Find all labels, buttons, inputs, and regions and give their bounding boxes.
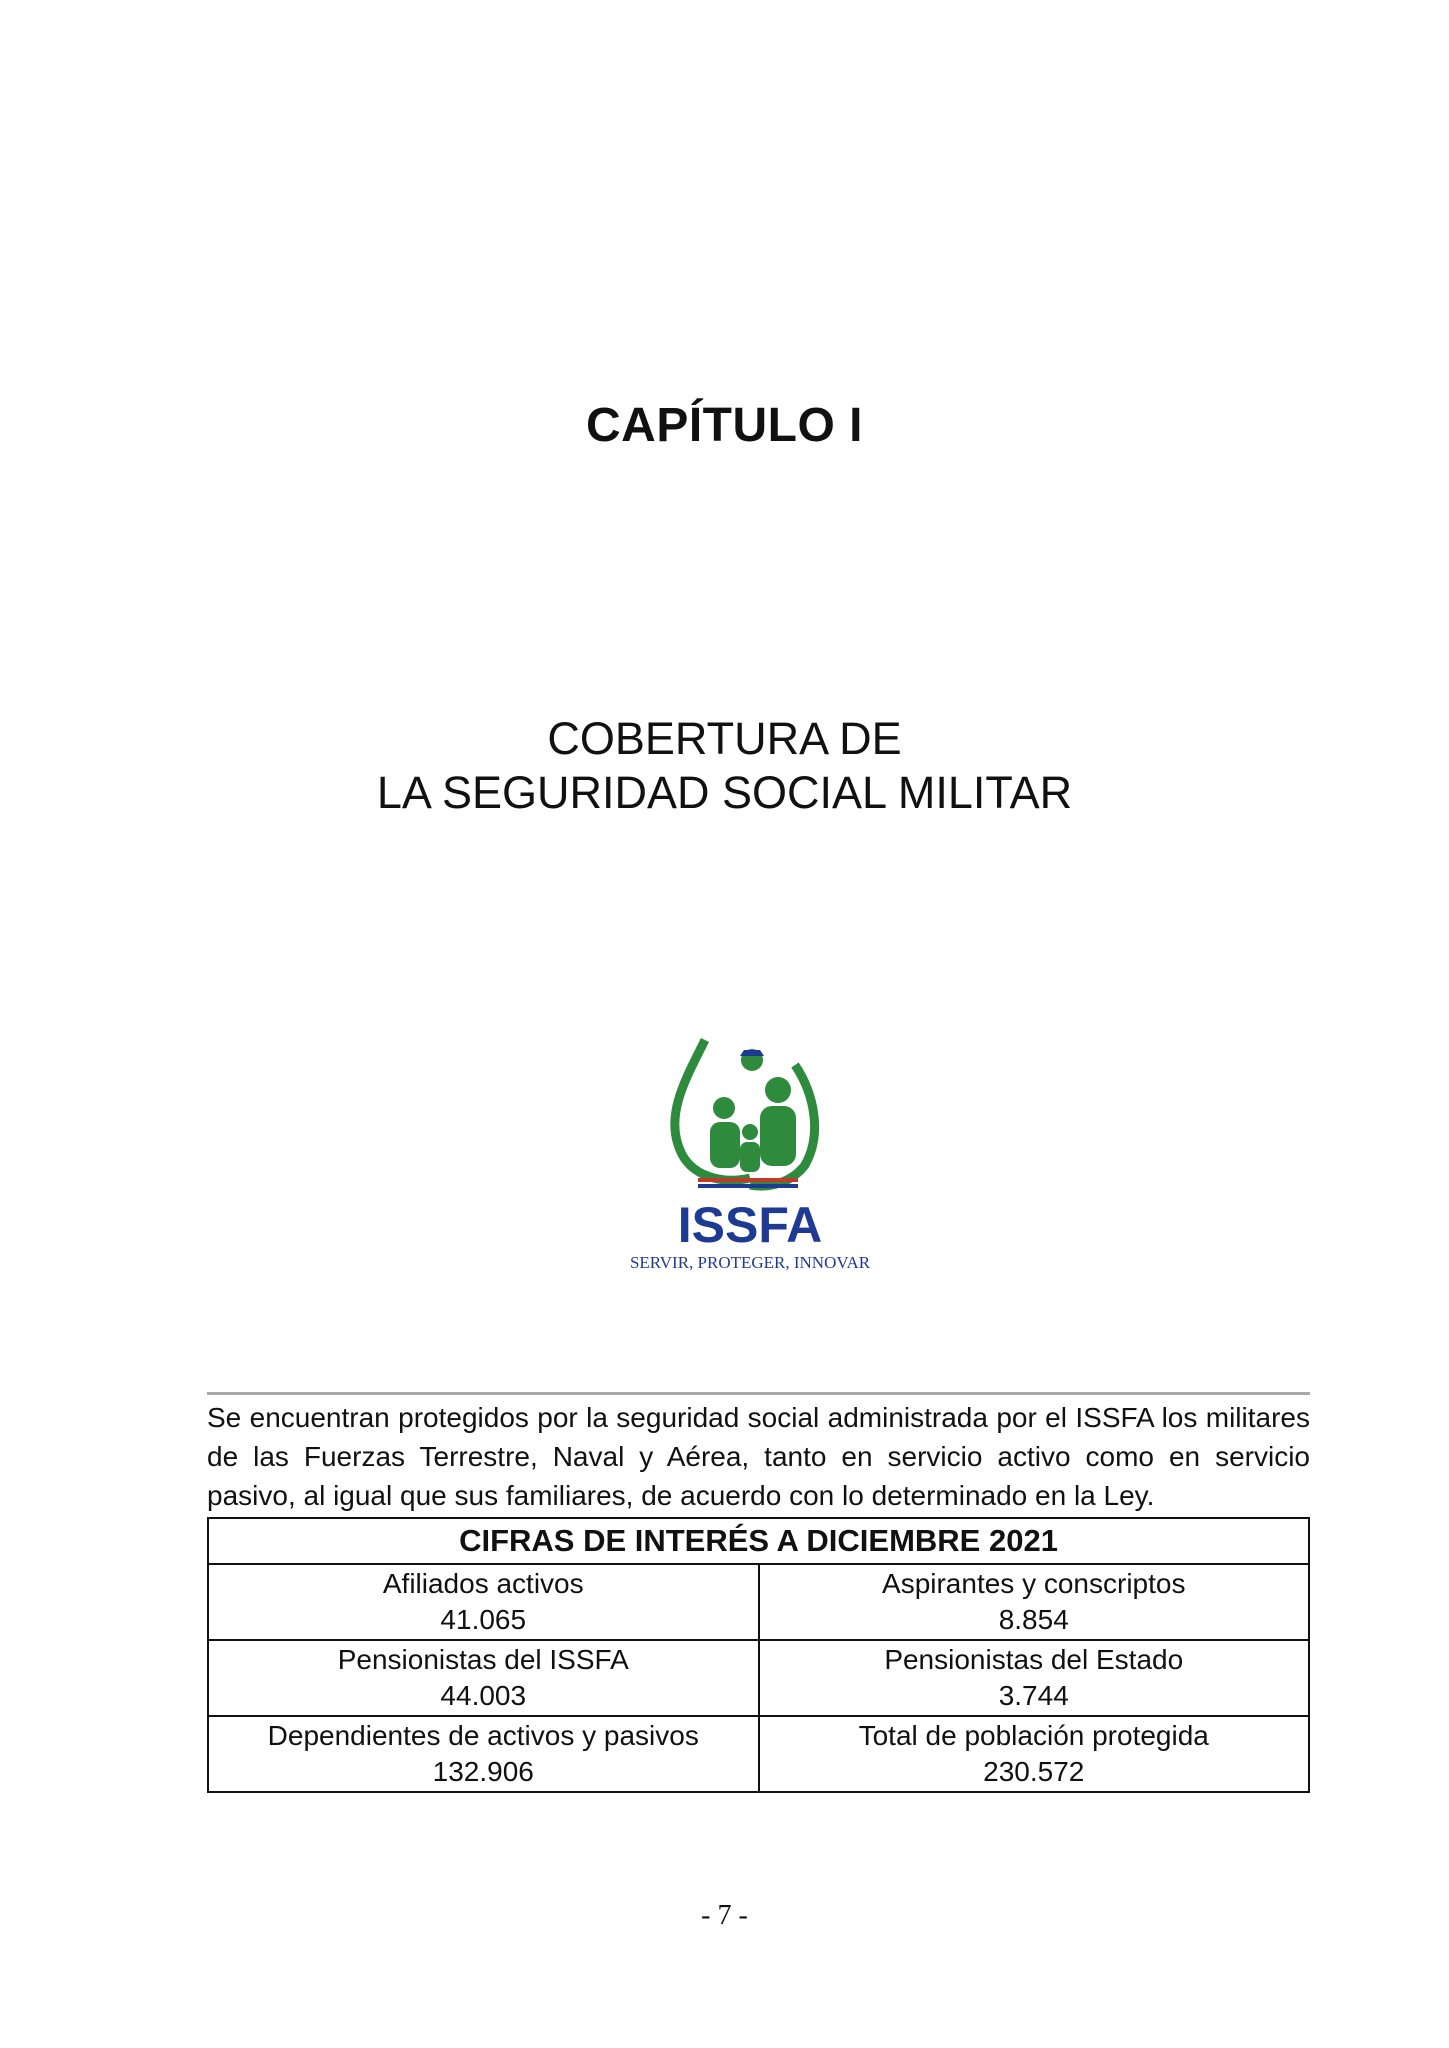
- intro-paragraph: Se encuentran protegidos por la seguridad social administrada por el ISSFA los militares de las Fuerzas Terrestre, Naval y Aérea, tanto en servicio activo como en servicio pasivo, al igual que sus familiares, de acuerdo con lo determinado en la Ley.: [207, 1402, 1310, 1511]
- cell-label: Aspirantes y conscriptos: [882, 1568, 1186, 1599]
- section-divider: [207, 1392, 1310, 1395]
- cell-label: Afiliados activos: [382, 1568, 584, 1599]
- logo-figure-body-4: [740, 1142, 760, 1172]
- table-row: [208, 1640, 1309, 1716]
- cell-value: 8.854: [998, 1604, 1069, 1635]
- chapter-subtitle: [0, 712, 1449, 820]
- logo-cap: [740, 1050, 764, 1056]
- table-cell: [208, 1564, 759, 1640]
- cell-value: 44.003: [440, 1680, 527, 1711]
- table-cell: [759, 1716, 1310, 1792]
- logo-tagline: SERVIR, PROTEGER, INNOVAR: [629, 1253, 871, 1272]
- issfa-logo: [590, 1020, 920, 1275]
- cell-label: Pensionistas del Estado: [884, 1644, 1184, 1675]
- issfa-logo-graphic: [590, 1020, 920, 1275]
- table-title-row: [208, 1518, 1309, 1564]
- cifras-table: [207, 1517, 1310, 1793]
- cell-value: 3.744: [998, 1680, 1069, 1711]
- table-title: CIFRAS DE INTERÉS A DICIEMBRE 2021: [208, 1518, 1309, 1564]
- logo-figure-head-2: [765, 1077, 791, 1103]
- cell-label: Total de población protegida: [858, 1720, 1209, 1751]
- logo-wordmark: ISSFA: [677, 1197, 823, 1253]
- table-row: [208, 1564, 1309, 1640]
- table-cell: [759, 1640, 1310, 1716]
- table-cell: [208, 1716, 759, 1792]
- logo-figure-body-3: [710, 1122, 740, 1168]
- logo-figure-head-4: [742, 1124, 758, 1140]
- logo-figure-body-2: [760, 1106, 796, 1166]
- table-row: [208, 1716, 1309, 1792]
- cell-label: Dependientes de activos y pasivos: [267, 1720, 699, 1751]
- cell-label: Pensionistas del ISSFA: [337, 1644, 629, 1675]
- page-number: - 7 -: [701, 1900, 748, 1931]
- cell-value: 132.906: [432, 1756, 534, 1787]
- logo-figure-head-3: [713, 1097, 735, 1119]
- subtitle-line-1: COBERTURA DE: [547, 713, 902, 764]
- table-cell: [208, 1640, 759, 1716]
- chapter-title: CAPÍTULO I: [586, 399, 863, 452]
- cell-value: 230.572: [983, 1756, 1085, 1787]
- cell-value: 41.065: [440, 1604, 527, 1635]
- subtitle-line-2: LA SEGURIDAD SOCIAL MILITAR: [376, 767, 1073, 818]
- table-cell: [759, 1564, 1310, 1640]
